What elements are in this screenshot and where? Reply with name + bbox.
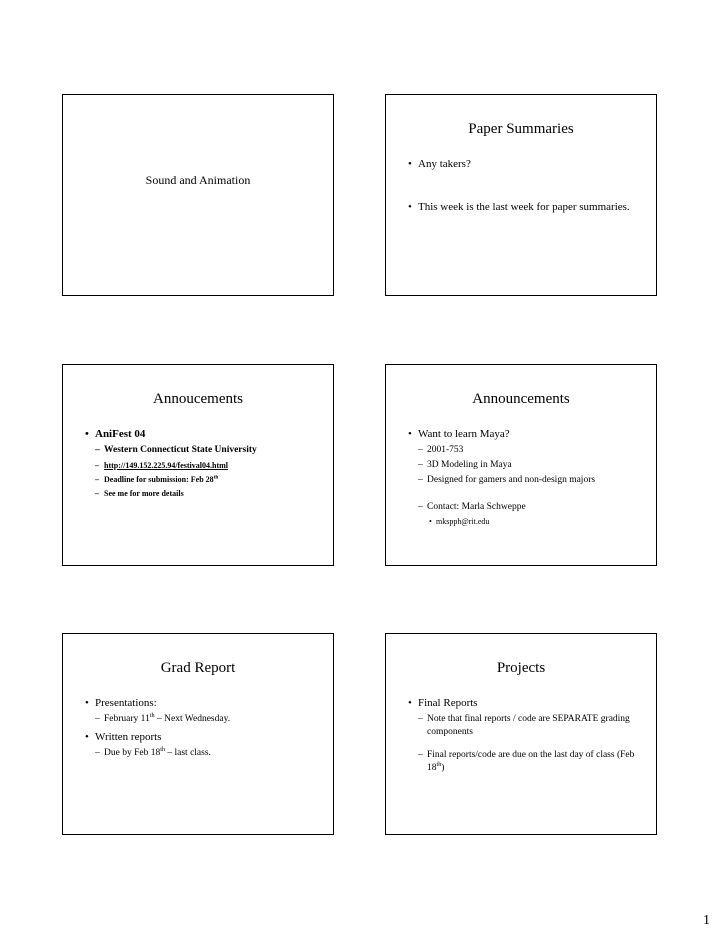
slide-4-title: Announcements — [472, 391, 570, 407]
slide-5-body — [63, 696, 333, 760]
slide-3-body — [63, 427, 333, 499]
sub-bullet-item: – Designed for gamers and non-design majors — [386, 474, 656, 487]
slide-4-body — [386, 427, 656, 527]
sub-text: Due by Feb 18 — [104, 748, 161, 758]
sub-bullet-item: – Contact: Marla Schweppe — [386, 501, 656, 514]
page-number: 1 — [703, 913, 710, 928]
superscript: th — [213, 474, 219, 481]
bullet-item: • Presentations: — [63, 696, 333, 711]
bullet-item: • Written reports — [63, 730, 333, 745]
slide-6-body — [386, 696, 656, 775]
sub-bullet-item — [63, 460, 333, 471]
sub-bullet-item: – 3D Modeling in Maya — [386, 459, 656, 472]
sub-sub-bullet-item: • mkspph@rit.edu — [386, 516, 656, 527]
slide-5-title: Grad Report — [160, 660, 236, 676]
sub-text: February 11 — [104, 714, 150, 724]
slide-5 — [62, 633, 334, 835]
bullet-item: • Want to learn Maya? — [386, 427, 656, 442]
sub-bullet-item — [63, 747, 333, 760]
sub-bullet-item: – Western Connecticut State University — [63, 444, 333, 457]
slide-1-title: Sound and Animation — [145, 173, 251, 187]
sub-bullet-item: – 2001-753 — [386, 444, 656, 457]
bullet-item: • Any takers? — [386, 157, 656, 172]
bullet-item: • Final Reports — [386, 696, 656, 711]
slide-1 — [62, 94, 334, 296]
sub-bullet-item — [386, 749, 656, 775]
sub-text: ) — [441, 763, 445, 773]
sub-text: – last class. — [165, 748, 211, 758]
slide-6 — [385, 633, 657, 835]
sub-bullet-item — [63, 713, 333, 726]
superscript: th — [160, 746, 165, 753]
superscript: th — [436, 761, 442, 768]
slide-2 — [385, 94, 657, 296]
slide-2-title: Paper Summaries — [468, 121, 574, 137]
slide-2-body — [386, 157, 656, 215]
sub-text: Final reports/code are due on the last day of class (Feb 18 — [427, 750, 635, 773]
bullet-item: • This week is the last week for paper summaries. — [386, 200, 656, 215]
slide-3 — [62, 364, 334, 566]
sub-text: – Next Wednesday. — [154, 714, 231, 724]
superscript: th — [149, 712, 155, 719]
slide-4 — [385, 364, 657, 566]
deadline-text: Deadline for submission: Feb 28 — [104, 475, 214, 484]
slide-6-title: Projects — [496, 660, 546, 676]
sub-bullet-item: – Note that final reports / code are SEPARATE grading components — [386, 713, 656, 739]
bullet-item: • AniFest 04 — [63, 427, 333, 442]
sub-bullet-item: – See me for more details — [63, 488, 333, 499]
slide-3-title: Annoucements — [153, 391, 243, 407]
festival-link[interactable]: http://149.152.225.94/festival04.html — [104, 461, 228, 470]
sub-bullet-item — [63, 474, 333, 485]
